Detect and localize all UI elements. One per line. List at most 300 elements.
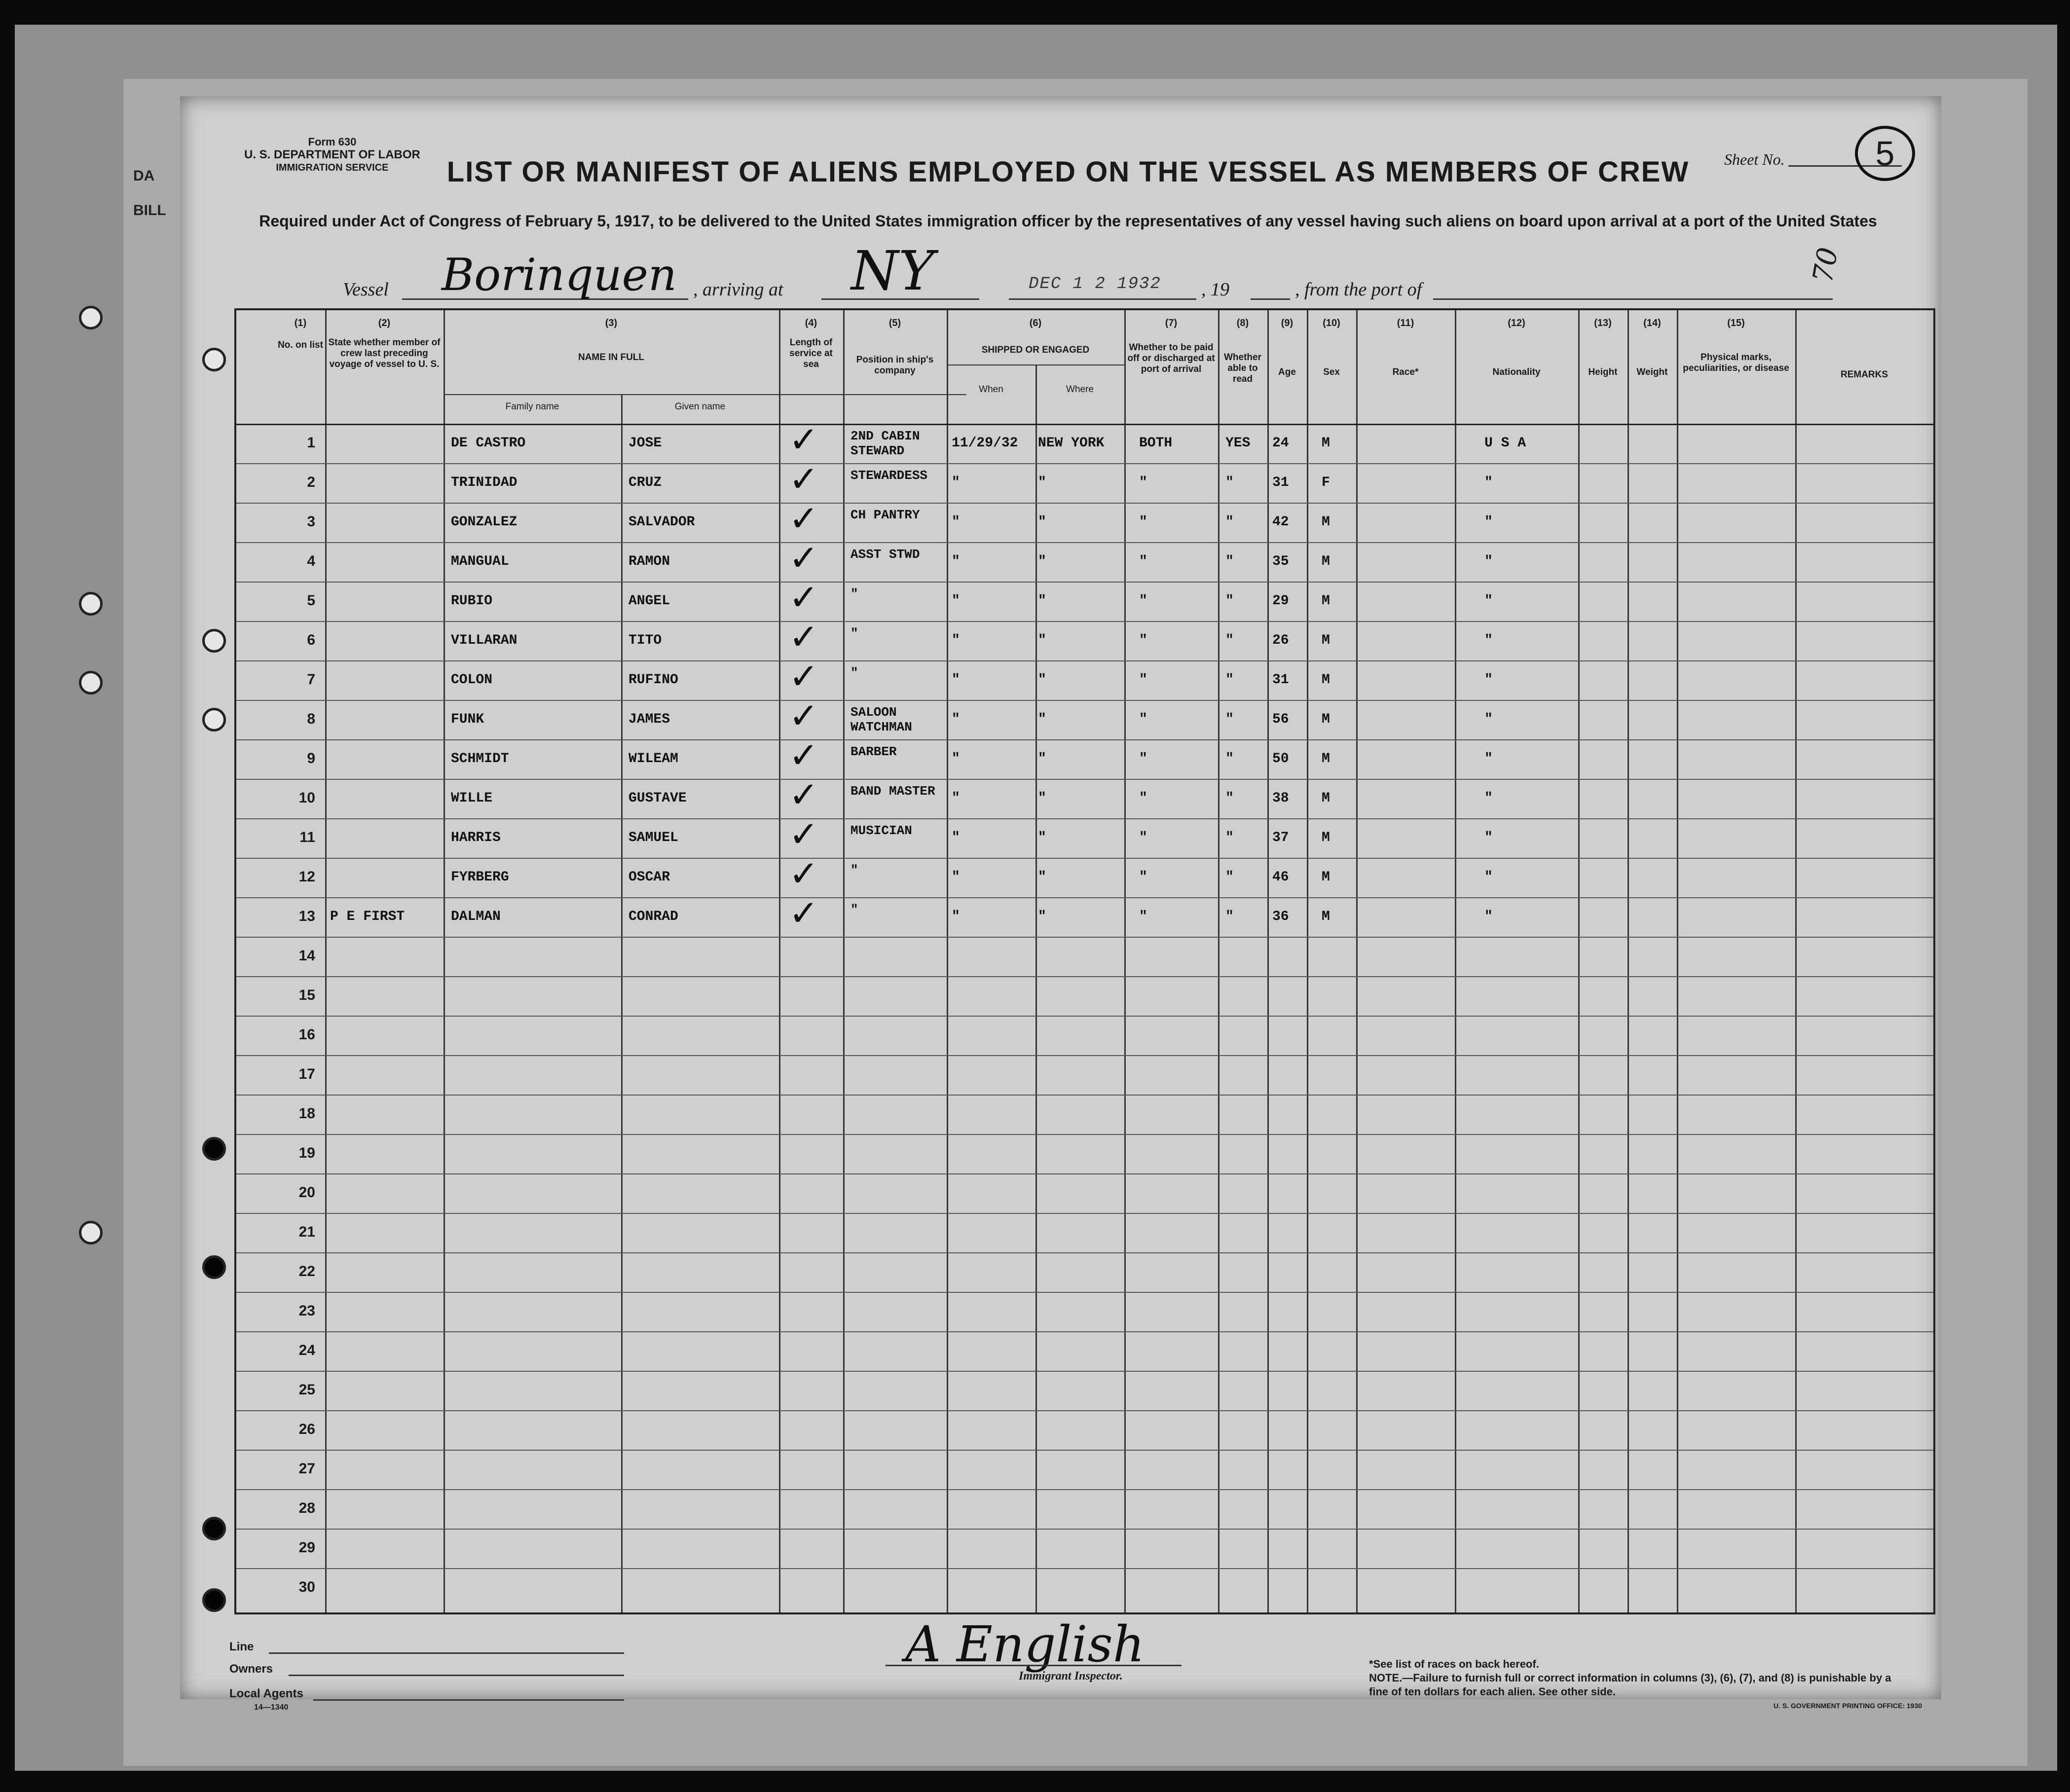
cell-position: ASST STWD bbox=[850, 547, 920, 562]
cell-when: " bbox=[952, 672, 960, 688]
cell-family: SCHMIDT bbox=[451, 751, 509, 767]
colnum-12: (12) bbox=[1508, 318, 1525, 329]
col-divider bbox=[1455, 310, 1456, 1612]
header-able-read: Whether able to read bbox=[1224, 352, 1261, 384]
service-check-mark: ✓ bbox=[789, 734, 819, 776]
cell-given: TITO bbox=[628, 633, 662, 648]
cell-age: 50 bbox=[1272, 751, 1289, 767]
cell-sex: M bbox=[1322, 830, 1330, 845]
cell-sex: M bbox=[1322, 909, 1330, 924]
row-rule bbox=[236, 1095, 1933, 1096]
row-number: 14 bbox=[298, 948, 315, 964]
cell-where: " bbox=[1038, 751, 1046, 767]
punch-hole bbox=[202, 1517, 226, 1540]
crew-manifest-table bbox=[234, 308, 1935, 1614]
row-rule bbox=[236, 1410, 1933, 1411]
row-number: 16 bbox=[298, 1026, 315, 1043]
colnum-4: (4) bbox=[805, 318, 817, 329]
race-note: *See list of races on back hereof. bbox=[1369, 1658, 1539, 1670]
cell-read: " bbox=[1225, 593, 1234, 609]
cell-when: " bbox=[952, 791, 960, 806]
line-blank bbox=[269, 1652, 624, 1654]
cell-given: GUSTAVE bbox=[628, 791, 687, 806]
col-divider bbox=[1677, 310, 1678, 1612]
row-rule bbox=[236, 463, 1933, 464]
cell-sex: M bbox=[1322, 672, 1330, 688]
cell-given: SAMUEL bbox=[628, 830, 678, 845]
cell-when: " bbox=[952, 909, 960, 924]
cell-sex: M bbox=[1322, 791, 1330, 806]
header-family-name: Family name bbox=[505, 402, 559, 412]
row-rule bbox=[236, 897, 1933, 898]
cell-paid: " bbox=[1139, 830, 1147, 845]
vessel-name-handwritten: Borinquen bbox=[442, 249, 677, 301]
col-divider bbox=[325, 310, 327, 1612]
department-name: U. S. DEPARTMENT OF LABOR bbox=[244, 148, 420, 161]
punch-hole bbox=[202, 1255, 226, 1279]
side-label-da: DA bbox=[133, 168, 155, 184]
col-divider bbox=[779, 310, 780, 1612]
cell-sex: M bbox=[1322, 751, 1330, 767]
punch-hole bbox=[79, 1221, 103, 1244]
row-number: 20 bbox=[298, 1184, 315, 1201]
header-shipped: SHIPPED OR ENGAGED bbox=[981, 345, 1090, 355]
row-number: 25 bbox=[298, 1382, 315, 1398]
cell-paid: " bbox=[1139, 672, 1147, 688]
row-number: 27 bbox=[298, 1461, 315, 1477]
cell-family: DALMAN bbox=[451, 909, 501, 924]
cell-given: CRUZ bbox=[628, 475, 662, 490]
row-rule bbox=[236, 1450, 1933, 1451]
cell-paid: " bbox=[1139, 909, 1147, 924]
date-stamp: DEC 1 2 1932 bbox=[1029, 275, 1161, 293]
agents-label: Local Agents bbox=[229, 1687, 303, 1700]
row-rule bbox=[236, 1173, 1933, 1174]
form-code: 14—1340 bbox=[254, 1703, 289, 1712]
agents-blank bbox=[313, 1699, 624, 1701]
row-rule bbox=[236, 660, 1933, 661]
cell-read: " bbox=[1225, 554, 1234, 569]
row-number: 22 bbox=[298, 1263, 315, 1280]
colnum-5: (5) bbox=[888, 318, 901, 329]
cell-given: CONRAD bbox=[628, 909, 678, 924]
date-line bbox=[1009, 298, 1196, 300]
cell-paid: " bbox=[1139, 514, 1147, 530]
row-number: 2 bbox=[307, 474, 315, 490]
cell-read: YES bbox=[1225, 436, 1251, 451]
cell-family: COLON bbox=[451, 672, 493, 688]
service-check-mark: ✓ bbox=[789, 813, 819, 855]
cell-family: VILLARAN bbox=[451, 633, 518, 648]
cell-read: " bbox=[1225, 672, 1234, 688]
cell-family: FUNK bbox=[451, 712, 484, 727]
cell-when: " bbox=[952, 870, 960, 885]
header-bottom-rule bbox=[236, 424, 1933, 425]
cell-position: BAND MASTER bbox=[850, 784, 935, 799]
cell-read: " bbox=[1225, 791, 1234, 806]
header-paid-off: Whether to be paid off or discharged at port of arrival bbox=[1127, 342, 1215, 374]
name-header-rule bbox=[444, 394, 966, 395]
inspector-signature: A English bbox=[905, 1615, 1145, 1673]
cell-family: MANGUAL bbox=[451, 554, 509, 569]
from-port-label: , from the port of bbox=[1295, 279, 1422, 300]
cell-nationality: U S A bbox=[1484, 436, 1526, 451]
cell-sex: M bbox=[1322, 514, 1330, 530]
row-rule bbox=[236, 1568, 1933, 1569]
owners-label: Owners bbox=[229, 1662, 273, 1676]
row-number: 10 bbox=[298, 790, 315, 806]
header-physical-marks: Physical marks, peculiarities, or disease bbox=[1683, 352, 1789, 373]
cell-sex: M bbox=[1322, 870, 1330, 885]
cell-given: JOSE bbox=[628, 436, 662, 451]
cell-given: JAMES bbox=[628, 712, 670, 727]
form-number: Form 630 bbox=[308, 136, 357, 148]
row-number: 5 bbox=[307, 592, 315, 609]
row-rule bbox=[236, 818, 1933, 819]
cell-read: " bbox=[1225, 830, 1234, 845]
service-check-mark: ✓ bbox=[789, 498, 819, 539]
col-divider bbox=[1267, 310, 1269, 1612]
row-rule bbox=[236, 503, 1933, 504]
punch-hole bbox=[202, 1588, 226, 1612]
year-label: , 19 bbox=[1201, 279, 1229, 300]
cell-nationality: " bbox=[1484, 633, 1493, 648]
col-divider bbox=[843, 310, 845, 1612]
header-given-name: Given name bbox=[674, 402, 726, 412]
row-rule bbox=[236, 779, 1933, 780]
cell-age: 26 bbox=[1272, 633, 1289, 648]
margin-annotation: 70 bbox=[1807, 245, 1845, 286]
cell-when: " bbox=[952, 633, 960, 648]
cell-nationality: " bbox=[1484, 514, 1493, 530]
line-label: Line bbox=[229, 1640, 254, 1653]
row-rule bbox=[236, 1331, 1933, 1332]
owners-blank bbox=[289, 1675, 624, 1676]
row-rule bbox=[236, 1134, 1933, 1135]
cell-sex: M bbox=[1322, 633, 1330, 648]
header-state-whether: State whether member of crew last preceding voyage of vessel to U. S. bbox=[328, 337, 441, 369]
cell-paid: " bbox=[1139, 554, 1147, 569]
signature-line bbox=[886, 1665, 1182, 1666]
colnum-14: (14) bbox=[1643, 318, 1661, 329]
cell-where: " bbox=[1038, 909, 1046, 924]
row-number: 18 bbox=[298, 1105, 315, 1122]
row-rule bbox=[236, 1292, 1933, 1293]
row-rule bbox=[236, 1055, 1933, 1056]
immigrant-inspector-label: Immigrant Inspector. bbox=[1019, 1670, 1123, 1682]
colnum-8: (8) bbox=[1236, 318, 1249, 329]
service-check-mark: ✓ bbox=[789, 695, 819, 736]
cell-where: " bbox=[1038, 593, 1046, 609]
cell-sex: M bbox=[1322, 593, 1330, 609]
service-check-mark: ✓ bbox=[789, 419, 819, 460]
service-check-mark: ✓ bbox=[789, 577, 819, 618]
cell-where: " bbox=[1038, 554, 1046, 569]
row-rule bbox=[236, 1489, 1933, 1490]
service-check-mark: ✓ bbox=[789, 892, 819, 934]
service-check-mark: ✓ bbox=[789, 774, 819, 815]
row-number: 4 bbox=[307, 553, 315, 569]
cell-family: RUBIO bbox=[451, 593, 493, 609]
col-divider bbox=[1795, 310, 1797, 1612]
cell-nationality: " bbox=[1484, 712, 1493, 727]
punch-hole bbox=[79, 671, 103, 695]
row-rule bbox=[236, 621, 1933, 622]
arriving-port-handwritten: NY bbox=[851, 239, 934, 302]
header-length-service: Length of service at sea bbox=[789, 337, 833, 369]
row-number: 13 bbox=[298, 908, 315, 924]
side-label-bill: BILL bbox=[133, 202, 166, 219]
cell-sex: M bbox=[1322, 554, 1330, 569]
row-rule bbox=[236, 1252, 1933, 1253]
cell-paid: " bbox=[1139, 633, 1147, 648]
row-rule bbox=[236, 542, 1933, 543]
cell-nationality: " bbox=[1484, 593, 1493, 609]
service-check-mark: ✓ bbox=[789, 537, 819, 579]
cell-given: RAMON bbox=[628, 554, 670, 569]
cell-when: 11/29/32 bbox=[952, 436, 1018, 451]
cell-nationality: " bbox=[1484, 554, 1493, 569]
colnum-7: (7) bbox=[1165, 318, 1178, 329]
service-name: IMMIGRATION SERVICE bbox=[276, 162, 389, 173]
cell-family: FYRBERG bbox=[451, 870, 509, 885]
row-rule bbox=[236, 1371, 1933, 1372]
col-divider bbox=[444, 310, 445, 1612]
vessel-label: Vessel bbox=[343, 279, 389, 300]
header-name-in-full: NAME IN FULL bbox=[578, 352, 645, 363]
row-number: 21 bbox=[298, 1224, 315, 1240]
punch-hole bbox=[202, 1137, 226, 1161]
cell-given: SALVADOR bbox=[628, 514, 695, 530]
cell-paid: BOTH bbox=[1139, 436, 1173, 451]
col-divider bbox=[1627, 310, 1629, 1612]
cell-sex: F bbox=[1322, 475, 1330, 490]
cell-when: " bbox=[952, 475, 960, 490]
colnum-9: (9) bbox=[1281, 318, 1294, 329]
cell-where: " bbox=[1038, 514, 1046, 530]
row-number: 1 bbox=[307, 435, 315, 451]
cell-paid: " bbox=[1139, 712, 1147, 727]
sheet-number-label: Sheet No. bbox=[1724, 150, 1785, 168]
row-rule bbox=[236, 1016, 1933, 1017]
header-remarks: REMARKS bbox=[1840, 369, 1888, 380]
cell-state: P E FIRST bbox=[330, 909, 405, 924]
cell-when: " bbox=[952, 554, 960, 569]
cell-sex: M bbox=[1322, 436, 1330, 451]
service-check-mark: ✓ bbox=[789, 616, 819, 658]
row-rule bbox=[236, 1529, 1933, 1530]
cell-position: CH PANTRY bbox=[850, 508, 920, 522]
cell-given: RUFINO bbox=[628, 672, 678, 688]
cell-read: " bbox=[1225, 870, 1234, 885]
cell-age: 31 bbox=[1272, 672, 1289, 688]
row-rule bbox=[236, 700, 1933, 701]
cell-when: " bbox=[952, 751, 960, 767]
cell-nationality: " bbox=[1484, 909, 1493, 924]
header-height: Height bbox=[1588, 367, 1618, 377]
cell-nationality: " bbox=[1484, 672, 1493, 688]
cell-age: 36 bbox=[1272, 909, 1289, 924]
cell-position: " bbox=[850, 863, 858, 878]
cell-age: 38 bbox=[1272, 791, 1289, 806]
cell-position: BARBER bbox=[850, 744, 897, 759]
row-number: 7 bbox=[307, 671, 315, 688]
cell-read: " bbox=[1225, 909, 1234, 924]
cell-family: TRINIDAD bbox=[451, 475, 518, 490]
cell-paid: " bbox=[1139, 870, 1147, 885]
row-number: 24 bbox=[298, 1342, 315, 1358]
row-number: 28 bbox=[298, 1500, 315, 1516]
col-divider bbox=[1356, 310, 1358, 1612]
row-number: 8 bbox=[307, 711, 315, 727]
cell-nationality: " bbox=[1484, 475, 1493, 490]
service-check-mark: ✓ bbox=[789, 656, 819, 697]
cell-given: WILEAM bbox=[628, 751, 678, 767]
row-number: 29 bbox=[298, 1539, 315, 1556]
cell-position: 2ND CABIN STEWARD bbox=[850, 429, 920, 458]
cell-where: " bbox=[1038, 672, 1046, 688]
row-number: 17 bbox=[298, 1066, 315, 1082]
colnum-2: (2) bbox=[378, 318, 391, 329]
row-number: 23 bbox=[298, 1303, 315, 1319]
vessel-info-row bbox=[180, 239, 1941, 303]
service-check-mark: ✓ bbox=[789, 458, 819, 500]
cell-given: OSCAR bbox=[628, 870, 670, 885]
cell-position: " bbox=[850, 665, 858, 680]
cell-where: " bbox=[1038, 475, 1046, 490]
sheet-number-circled: 5 bbox=[1855, 126, 1915, 181]
row-number: 19 bbox=[298, 1145, 315, 1161]
cell-family: GONZALEZ bbox=[451, 514, 518, 530]
cell-nationality: " bbox=[1484, 751, 1493, 767]
colnum-13: (13) bbox=[1594, 318, 1612, 329]
header-when: When bbox=[979, 384, 1003, 395]
fine-note: NOTE.—Failure to furnish full or correct information in columns (3), (6), (7), and (8) is punishable by a fine of ten dollars for each alien. See other side. bbox=[1369, 1672, 1891, 1698]
col-divider bbox=[1218, 310, 1220, 1612]
col-divider bbox=[1578, 310, 1580, 1612]
row-number: 30 bbox=[298, 1579, 315, 1595]
header-no-on-list: No. on list bbox=[278, 340, 323, 350]
cell-when: " bbox=[952, 514, 960, 530]
punch-hole bbox=[202, 348, 226, 371]
arriving-label: , arriving at bbox=[693, 279, 783, 300]
colnum-1: (1) bbox=[294, 318, 307, 329]
cell-paid: " bbox=[1139, 791, 1147, 806]
year-line bbox=[1251, 298, 1290, 300]
header-weight: Weight bbox=[1636, 367, 1668, 377]
colnum-6: (6) bbox=[1029, 318, 1042, 329]
cell-read: " bbox=[1225, 712, 1234, 727]
header-sex: Sex bbox=[1323, 367, 1340, 377]
cell-where: NEW YORK bbox=[1038, 436, 1105, 451]
row-number: 26 bbox=[298, 1421, 315, 1437]
cell-nationality: " bbox=[1484, 830, 1493, 845]
header-where: Where bbox=[1066, 384, 1094, 395]
row-number: 9 bbox=[307, 750, 315, 767]
cell-nationality: " bbox=[1484, 791, 1493, 806]
cell-age: 35 bbox=[1272, 554, 1289, 569]
service-check-mark: ✓ bbox=[789, 853, 819, 894]
cell-position: " bbox=[850, 626, 858, 641]
cell-where: " bbox=[1038, 633, 1046, 648]
footer-notes bbox=[1369, 1657, 1912, 1699]
document-subtitle: Required under Act of Congress of February 5, 1917, to be delivered to the United States immigration officer by the representatives of any vessel having such aliens on board upon arrival at a port of the United States bbox=[259, 212, 1877, 230]
cell-when: " bbox=[952, 593, 960, 609]
cell-sex: M bbox=[1322, 712, 1330, 727]
cell-position: " bbox=[850, 586, 858, 601]
col-divider bbox=[1307, 310, 1308, 1612]
cell-age: 24 bbox=[1272, 436, 1289, 451]
cell-when: " bbox=[952, 712, 960, 727]
row-number: 12 bbox=[298, 869, 315, 885]
from-port-line bbox=[1433, 298, 1833, 300]
colnum-11: (11) bbox=[1397, 318, 1414, 329]
row-number: 3 bbox=[307, 513, 315, 530]
cell-position: STEWARDESS bbox=[850, 468, 928, 483]
cell-age: 29 bbox=[1272, 593, 1289, 609]
row-number: 15 bbox=[298, 987, 315, 1003]
row-rule bbox=[236, 858, 1933, 859]
punch-hole bbox=[79, 306, 103, 329]
cell-read: " bbox=[1225, 514, 1234, 530]
col-divider bbox=[1035, 365, 1037, 1612]
cell-read: " bbox=[1225, 475, 1234, 490]
colnum-10: (10) bbox=[1323, 318, 1340, 329]
row-rule bbox=[236, 976, 1933, 977]
cell-where: " bbox=[1038, 712, 1046, 727]
row-rule bbox=[236, 937, 1933, 938]
punch-hole bbox=[79, 592, 103, 616]
cell-family: DE CASTRO bbox=[451, 436, 526, 451]
cell-age: 37 bbox=[1272, 830, 1289, 845]
cell-age: 46 bbox=[1272, 870, 1289, 885]
cell-when: " bbox=[952, 830, 960, 845]
cell-paid: " bbox=[1139, 751, 1147, 767]
cell-position: SALOON WATCHMAN bbox=[850, 705, 912, 734]
cell-nationality: " bbox=[1484, 870, 1493, 885]
cell-where: " bbox=[1038, 870, 1046, 885]
colnum-3: (3) bbox=[605, 318, 618, 329]
shipped-header-rule bbox=[947, 365, 1124, 366]
row-number: 11 bbox=[299, 829, 315, 845]
punch-hole bbox=[202, 708, 226, 731]
cell-where: " bbox=[1038, 830, 1046, 845]
cell-position: MUSICIAN bbox=[850, 823, 912, 838]
colnum-15: (15) bbox=[1727, 318, 1745, 329]
col-divider bbox=[621, 394, 623, 1612]
manifest-sheet bbox=[180, 96, 1941, 1712]
cell-given: ANGEL bbox=[628, 593, 670, 609]
cell-age: 42 bbox=[1272, 514, 1289, 530]
cell-paid: " bbox=[1139, 593, 1147, 609]
cell-family: HARRIS bbox=[451, 830, 501, 845]
header-age: Age bbox=[1278, 367, 1296, 377]
col-divider bbox=[1124, 310, 1126, 1612]
cell-where: " bbox=[1038, 791, 1046, 806]
punch-hole bbox=[202, 629, 226, 653]
row-rule bbox=[236, 1213, 1933, 1214]
col-divider bbox=[947, 310, 948, 1612]
document-title: LIST OR MANIFEST OF ALIENS EMPLOYED ON THE VESSEL AS MEMBERS OF CREW bbox=[446, 156, 1690, 188]
cell-position: " bbox=[850, 902, 858, 917]
header-race: Race* bbox=[1392, 367, 1419, 377]
cell-read: " bbox=[1225, 633, 1234, 648]
cell-family: WILLE bbox=[451, 791, 493, 806]
row-rule bbox=[236, 582, 1933, 583]
row-number: 6 bbox=[307, 632, 315, 648]
header-nationality: Nationality bbox=[1492, 367, 1541, 377]
cell-age: 56 bbox=[1272, 712, 1289, 727]
